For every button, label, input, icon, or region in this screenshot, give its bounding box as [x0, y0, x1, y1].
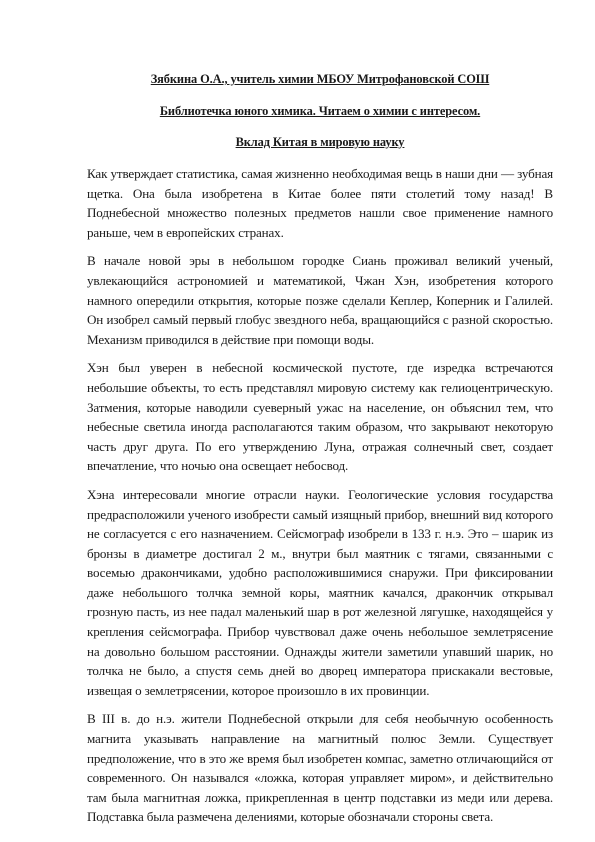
paragraph-3: Хэн был уверен в небесной космической пустоте, где изредка встречаются небольшие объекты, то есть представлял мировую систему как гелиоцентрическую. Затмения, которые наводили суеверный ужас на население, он объяснил тем, что небесные светила иногда располагаются таким образом, что закрывают некоторую часть друг друга. По его утверждению Луна, отражая солнечный свет, создает впечатление, что ночью она освещает небосвод. [87, 360, 553, 474]
author-line: Зябкина О.А., учитель химии МБОУ Митрофановской СОШ [150, 72, 490, 86]
paragraph-2: В начале новой эры в небольшом городке Сиань проживал великий ученый, увлекающийся астрономией и математикой, Чжан Хэн, изобретения которого намного опередили открытия, которые позже сделали Кеплер, Коперник и Галилей. Он изобрел самый первый глобус звездного неба, вращающийся с разной скоростью. Механизм приводился в действие при помощи воды. [87, 253, 553, 347]
paragraph-1: Как утверждает статистика, самая жизненно необходимая вещь в наши дни — зубная щетка. Она была изобретена в Китае более пяти столетий тому назад! В Поднебесной множество полезных предметов нашли свое применение намного раньше, чем в европейских странах. [87, 166, 553, 240]
article-title: Вклад Китая в мировую науку [235, 135, 405, 149]
paragraph-5: В III в. до н.э. жители Поднебесной открыли для себя необычную особенность магнита указывать направление на магнитный полюс Земли. Существует предположение, что в это же время был изобретен компас, заметно отличающийся от современного. Он назывался «ложка, которая управляет миром», и действительно там была магнитная ложка, прикрепленная в центр подставки из меди или дерева. Подставка была размечена делениями, которые обозначали стороны света. [87, 711, 553, 825]
article-body [87, 164, 553, 827]
document-page [87, 0, 553, 836]
paragraph-4: Хэна интересовали многие отрасли науки. Геологические условия государства предрасположили ученого изобрести самый изящный прибор, внешний вид которого не согласуется с его назначением. Сейсмограф изобрели в 133 г. н.э. Это – шарик из бронзы в диаметре достигал 2 м., внутри был маятник с тягами, связанными с восемью дракончиками, удобно расположившимися снаружи. При фиксировании даже небольшого толчка земной коры, маятник качался, дракончик открывал грозную пасть, из нее падал маленький шар в рот железной лягушке, находящейся у крепления сейсмографа. Прибор чувствовал даже очень небольшое землетрясение на довольно большом расстоянии. Однажды жители заметили упавший шарик, но толчка не было, а спустя семь дней во дворец императора прискакали вестовые, извещая о землетрясении, которое произошло в их провинции. [87, 486, 553, 698]
series-line: Библиотечка юного химика. Читаем о химии с интересом. [159, 104, 481, 118]
